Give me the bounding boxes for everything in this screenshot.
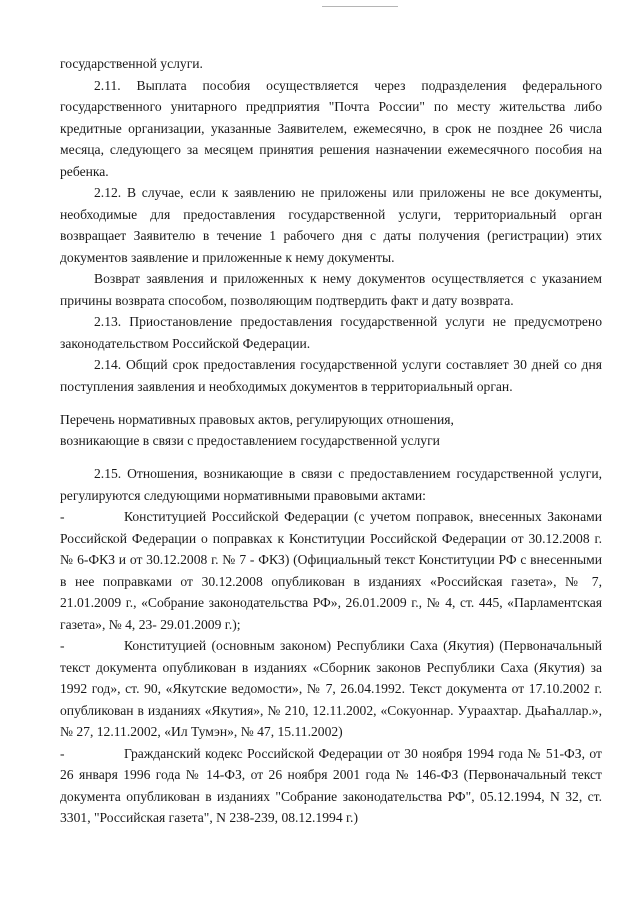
paragraph-2-11: 2.11. Выплата пособия осуществляется через подразделения федерального государственного унитарного предприятия "Почта России" по месту жительства либо кредитные организации, указанные Заявителем, ежемесячно, в срок не позднее 26 числа месяца, следующего за месяцем принятия решения назначении ежемесячного пособия на ребенка. — [60, 77, 602, 179]
paragraph-2-13: 2.13. Приостановление предоставления государственной услуги не предусмотрено законодательством Российской Федерации. — [60, 314, 602, 351]
top-rule — [322, 6, 398, 7]
list-item-text: Конституцией (основным законом) Республики Саха (Якутия) (Первоначальный текст документа опубликован в изданиях «Сборник законов Республики Саха (Якутия) за 1992 год», ст. 90, «Якутские ведомости», № 7, 26.04.1992. Текст документа от 17.10.2002 г. опубликован в изданиях «Якутия», № 210, 12.11.2002, «Сокуоннар. Уураахтар. ДьаҺаллар.», № 27, 12.11.2002, «Ил Тумэн», № 47, 15.11.2002) — [60, 638, 602, 739]
list-dash: - — [60, 745, 65, 761]
section-heading — [60, 409, 602, 451]
list-item-text: Конституцией Российской Федерации (с учетом поправок, внесенных Законами Российской Федерации о поправках к Конституции Российской Федерации от 30.12.2008 г. № 6-ФКЗ и от 30.12.2008 г. № 7 - ФКЗ) (Официальный текст Конституции РФ с внесенными в нее поправками от 30.12.2008 опубликован в изданиях «Российская газета», № 7, 21.01.2009 г., «Собрание законодательства РФ», 26.01.2009 г., № 4, ст. 445, «Парламентская газета», № 4, 23- 29.01.2009 г.); — [60, 509, 602, 632]
list-item-constitution-rf — [60, 506, 602, 635]
section-heading-line-2: возникающие в связи с предоставлением государственной услуги — [60, 433, 440, 448]
list-item-constitution-yakutia — [60, 635, 602, 743]
paragraph-continuation: государственной услуги. — [60, 56, 203, 71]
section-heading-line-1: Перечень нормативных правовых актов, регулирующих отношения, — [60, 412, 454, 427]
paragraph-2-14: 2.14. Общий срок предоставления государственной услуги составляет 30 дней со дня поступления заявления и необходимых документов в территориальный орган. — [60, 357, 602, 394]
list-item-text: Гражданский кодекс Российской Федерации от 30 ноября 1994 года № 51-ФЗ, от 26 января 1996 года № 14-ФЗ, от 26 ноября 2001 года № 146-ФЗ (Первоначальный текст документа опубликован в изданиях "Собрание законодательства РФ", 05.12.1994, N 32, ст. 3301, "Российская газета", N 238-239, 08.12.1994 г.) — [60, 745, 602, 825]
paragraph-2-12: 2.12. В случае, если к заявлению не приложены или приложены не все документы, необходимые для предоставления государственной услуги, территориальный орган возвращает Заявителю в течение 1 рабочего дня с даты получения (регистрации) этих документов заявление и приложенные к нему документы. — [60, 185, 602, 265]
list-dash: - — [60, 509, 65, 524]
paragraph-return: Возврат заявления и приложенных к нему документов осуществляется с указанием причины возврата способом, позволяющим подтвердить факт и дату возврата. — [60, 271, 602, 308]
list-item-civil-code — [60, 743, 602, 829]
document-page — [60, 53, 602, 829]
list-dash: - — [60, 638, 65, 653]
paragraph-2-15: 2.15. Отношения, возникающие в связи с предоставлением государственной услуги, регулируются следующими нормативными правовыми актами: — [60, 466, 602, 503]
